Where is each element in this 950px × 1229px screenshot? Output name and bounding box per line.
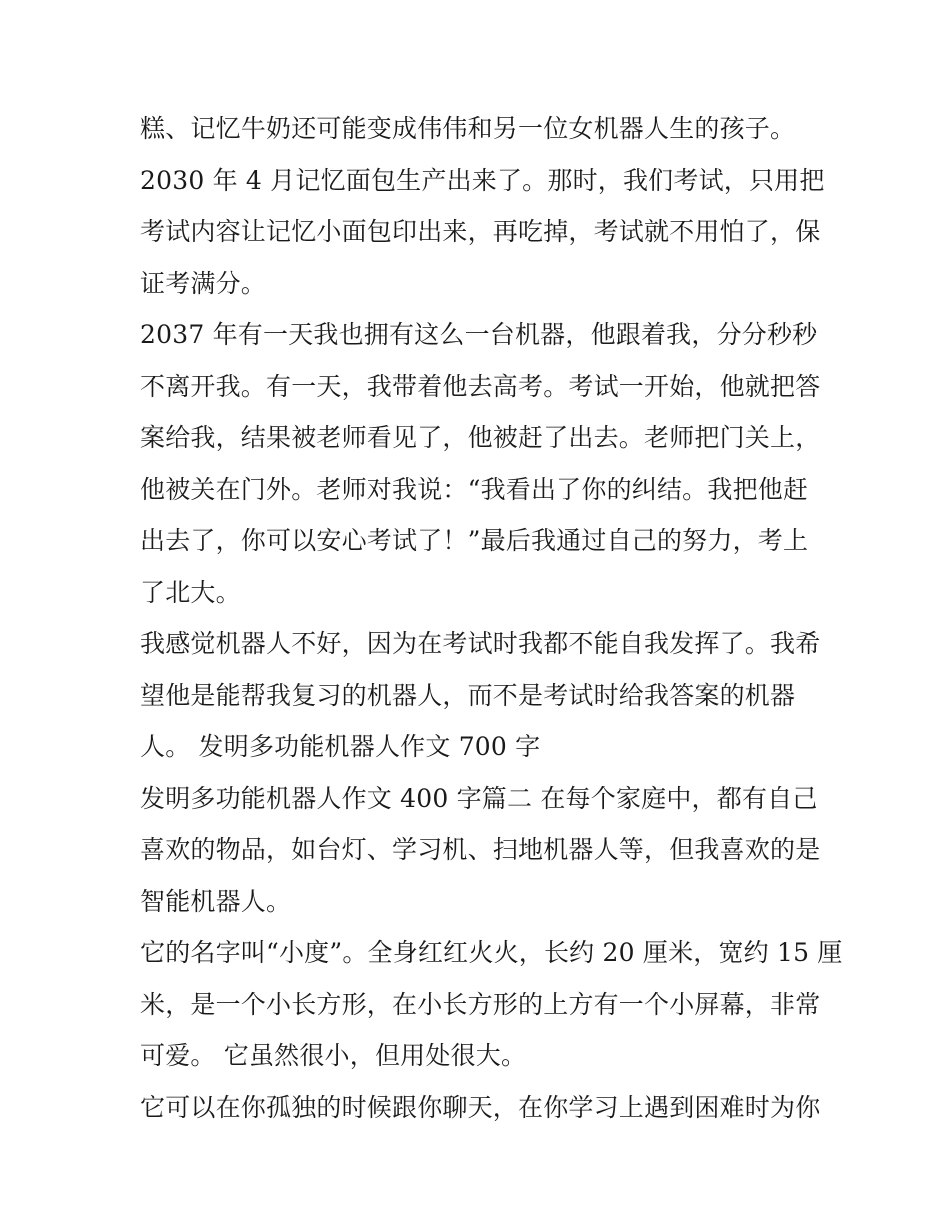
text-line: 它可以在你孤独的时候跟你聊天，在你学习上遇到困难时为你 xyxy=(140,1092,821,1122)
text-line: 证考满分。 xyxy=(140,268,267,298)
text-line: 2037 年有一天我也拥有这么一台机器，他跟着我，分分秒秒 xyxy=(140,320,818,349)
text-line: 米，是一个小长方形，在小长方形的上方有一个小屏幕，非常 xyxy=(140,989,821,1019)
text-line: 2030 年 4 月记忆面包生产出来了。那时，我们考试，只用把 xyxy=(140,165,825,195)
document-body xyxy=(140,103,843,1133)
text-line: 考试内容让记忆小面包印出来，再吃掉，考试就不用怕了，保 xyxy=(140,217,821,246)
text-line: 不离开我。有一天，我带着他去高考。考试一开始，他就把答 xyxy=(140,371,821,401)
text-line: 案给我，结果被老师看见了，他被赶了出去。老师把门关上， xyxy=(140,423,821,452)
text-line: 智能机器人。 xyxy=(140,886,292,916)
text-line: 望他是能帮我复习的机器人，而不是考试时给我答案的机器 xyxy=(140,680,796,710)
text-line: 它的名字叫“小度”。全身红红火火，长约 20 厘米，宽约 15 厘 xyxy=(140,938,843,967)
text-line: 了北大。 xyxy=(140,577,241,607)
text-line: 可爱。 它虽然很小，但用处很大。 xyxy=(140,1041,527,1070)
text-line: 糕、记忆牛奶还可能变成伟伟和另一位女机器人生的孩子。 xyxy=(140,114,796,143)
text-line: 发明多功能机器人作文 400 字篇二 在每个家庭中，都有自己 xyxy=(140,783,818,813)
text-line: 喜欢的物品，如台灯、学习机、扫地机器人等，但我喜欢的是 xyxy=(140,835,821,864)
text-line: 我感觉机器人不好，因为在考试时我都不能自我发挥了。我希 xyxy=(140,629,821,658)
text-line: 出去了，你可以安心考试了！”最后我通过自己的努力，考上 xyxy=(140,526,809,555)
text-line: 他被关在门外。老师对我说：“我看出了你的纠结。我把他赶 xyxy=(140,474,809,504)
text-line: 人。 发明多功能机器人作文 700 字 xyxy=(140,732,541,761)
